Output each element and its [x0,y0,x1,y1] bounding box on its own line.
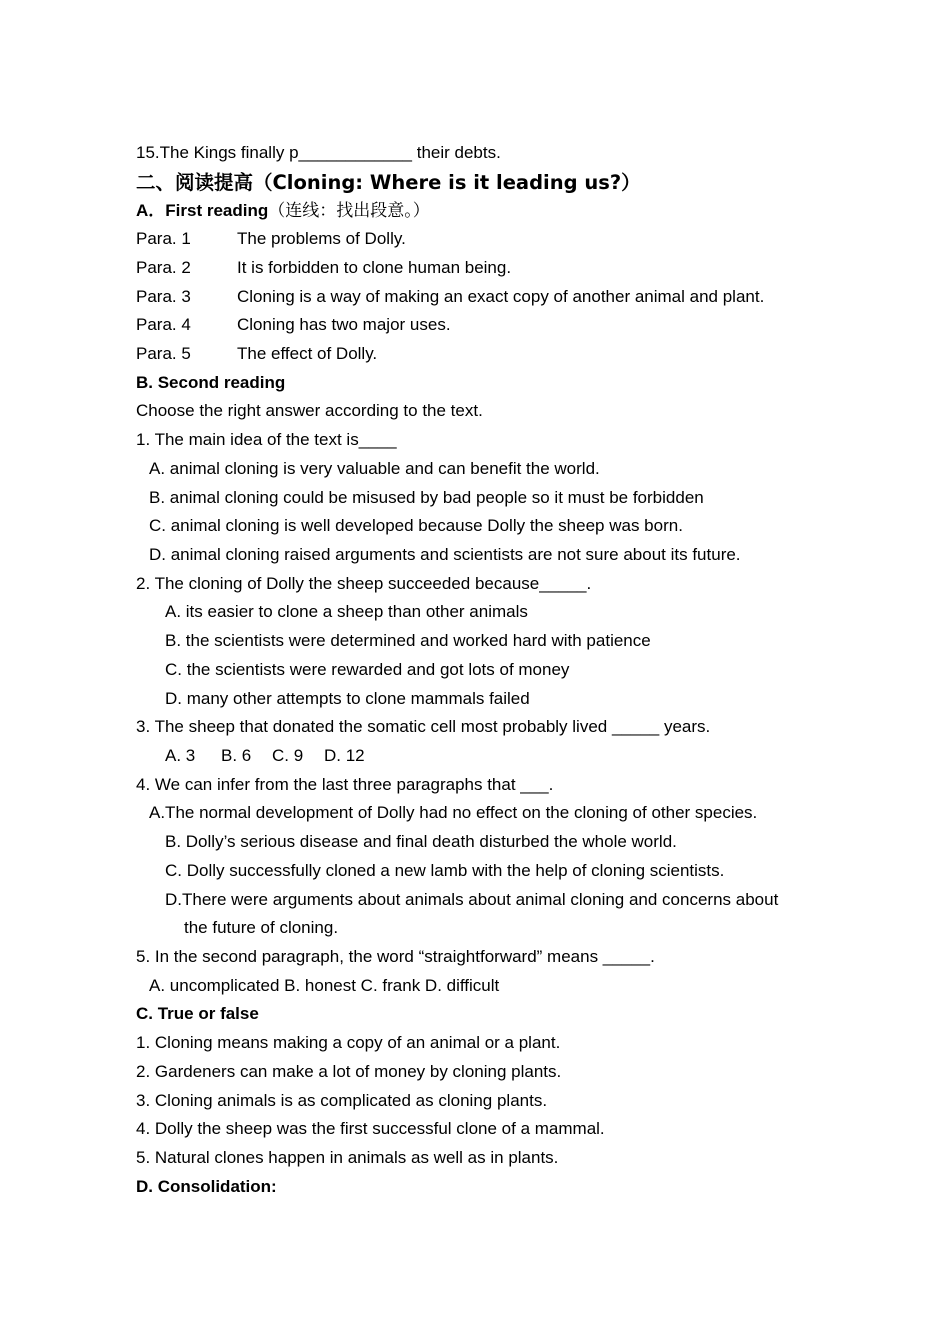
answer-option: C. animal cloning is well developed because Dolly the sheep was born. [149,516,683,535]
answer-option: C. 9 [272,746,304,765]
answer-option: D. many other attempts to clone mammals failed [165,689,530,708]
true-false-item: 2. Gardeners can make a lot of money by cloning plants. [136,1062,562,1081]
para-idea: Cloning has two major uses. [237,315,451,334]
para-label: Para. 4 [136,315,191,334]
true-false-item: 4. Dolly the sheep was the first successful clone of a mammal. [136,1119,605,1138]
answer-option: B. animal cloning could be misused by bad people so it must be forbidden [149,488,704,507]
true-false-item: 5. Natural clones happen in animals as well as in plants. [136,1148,559,1167]
part-a-label: A．First reading [136,201,269,220]
question-stem: 2. The cloning of Dolly the sheep succeeded because_____. [136,574,592,593]
question-stem: 1. The main idea of the text is____ [136,430,397,449]
question-15: 15.The Kings finally p____________ their debts. [136,143,501,162]
answer-options: A. uncomplicated B. honest C. frank D. difficult [149,976,500,995]
part-d-heading: D. Consolidation: [136,1177,277,1196]
answer-option: A.The normal development of Dolly had no effect on the cloning of other species. [149,803,758,822]
true-false-item: 3. Cloning animals is as complicated as cloning plants. [136,1091,548,1110]
para-idea: The effect of Dolly. [237,344,378,363]
part-b-heading: B. Second reading [136,373,286,392]
answer-option: D. 12 [324,746,365,765]
para-label: Para. 1 [136,229,191,248]
para-label: Para. 3 [136,287,191,306]
para-idea: The problems of Dolly. [237,229,406,248]
answer-option: A. its easier to clone a sheep than other animals [165,602,528,621]
question-stem: 5. In the second paragraph, the word “straightforward” means _____. [136,947,655,966]
answer-option: C. the scientists were rewarded and got lots of money [165,660,570,679]
answer-option: D. animal cloning raised arguments and scientists are not sure about its future. [149,545,741,564]
question-stem: 4. We can infer from the last three paragraphs that ___. [136,775,554,794]
part-a-heading [136,201,430,221]
true-false-item: 1. Cloning means making a copy of an animal or a plant. [136,1033,561,1052]
question-stem: 3. The sheep that donated the somatic cell most probably lived _____ years. [136,717,711,736]
para-label: Para. 2 [136,258,191,277]
para-idea: It is forbidden to clone human being. [237,258,512,277]
para-label: Para. 5 [136,344,191,363]
part-a-instruction: （连线：找出段意。） [268,201,430,221]
part-b-instruction: Choose the right answer according to the text. [136,401,483,420]
answer-option: B. 6 [221,746,252,765]
answer-option-continuation: the future of cloning. [184,918,339,937]
answer-option: C. Dolly successfully cloned a new lamb with the help of cloning scientists. [165,861,725,880]
answer-option: A. 3 [165,746,196,765]
answer-option: D.There were arguments about animals about animal cloning and concerns about [165,890,779,909]
answer-option: A. animal cloning is very valuable and can benefit the world. [149,459,600,478]
answer-option: B. the scientists were determined and worked hard with patience [165,631,651,650]
section-heading: 二、阅读提高（Cloning: Where is it leading us?） [136,171,641,194]
answer-option: B. Dolly’s serious disease and final death disturbed the whole world. [165,832,677,851]
para-idea: Cloning is a way of making an exact copy of another animal and plant. [237,287,765,306]
part-c-heading: C. True or false [136,1004,259,1023]
